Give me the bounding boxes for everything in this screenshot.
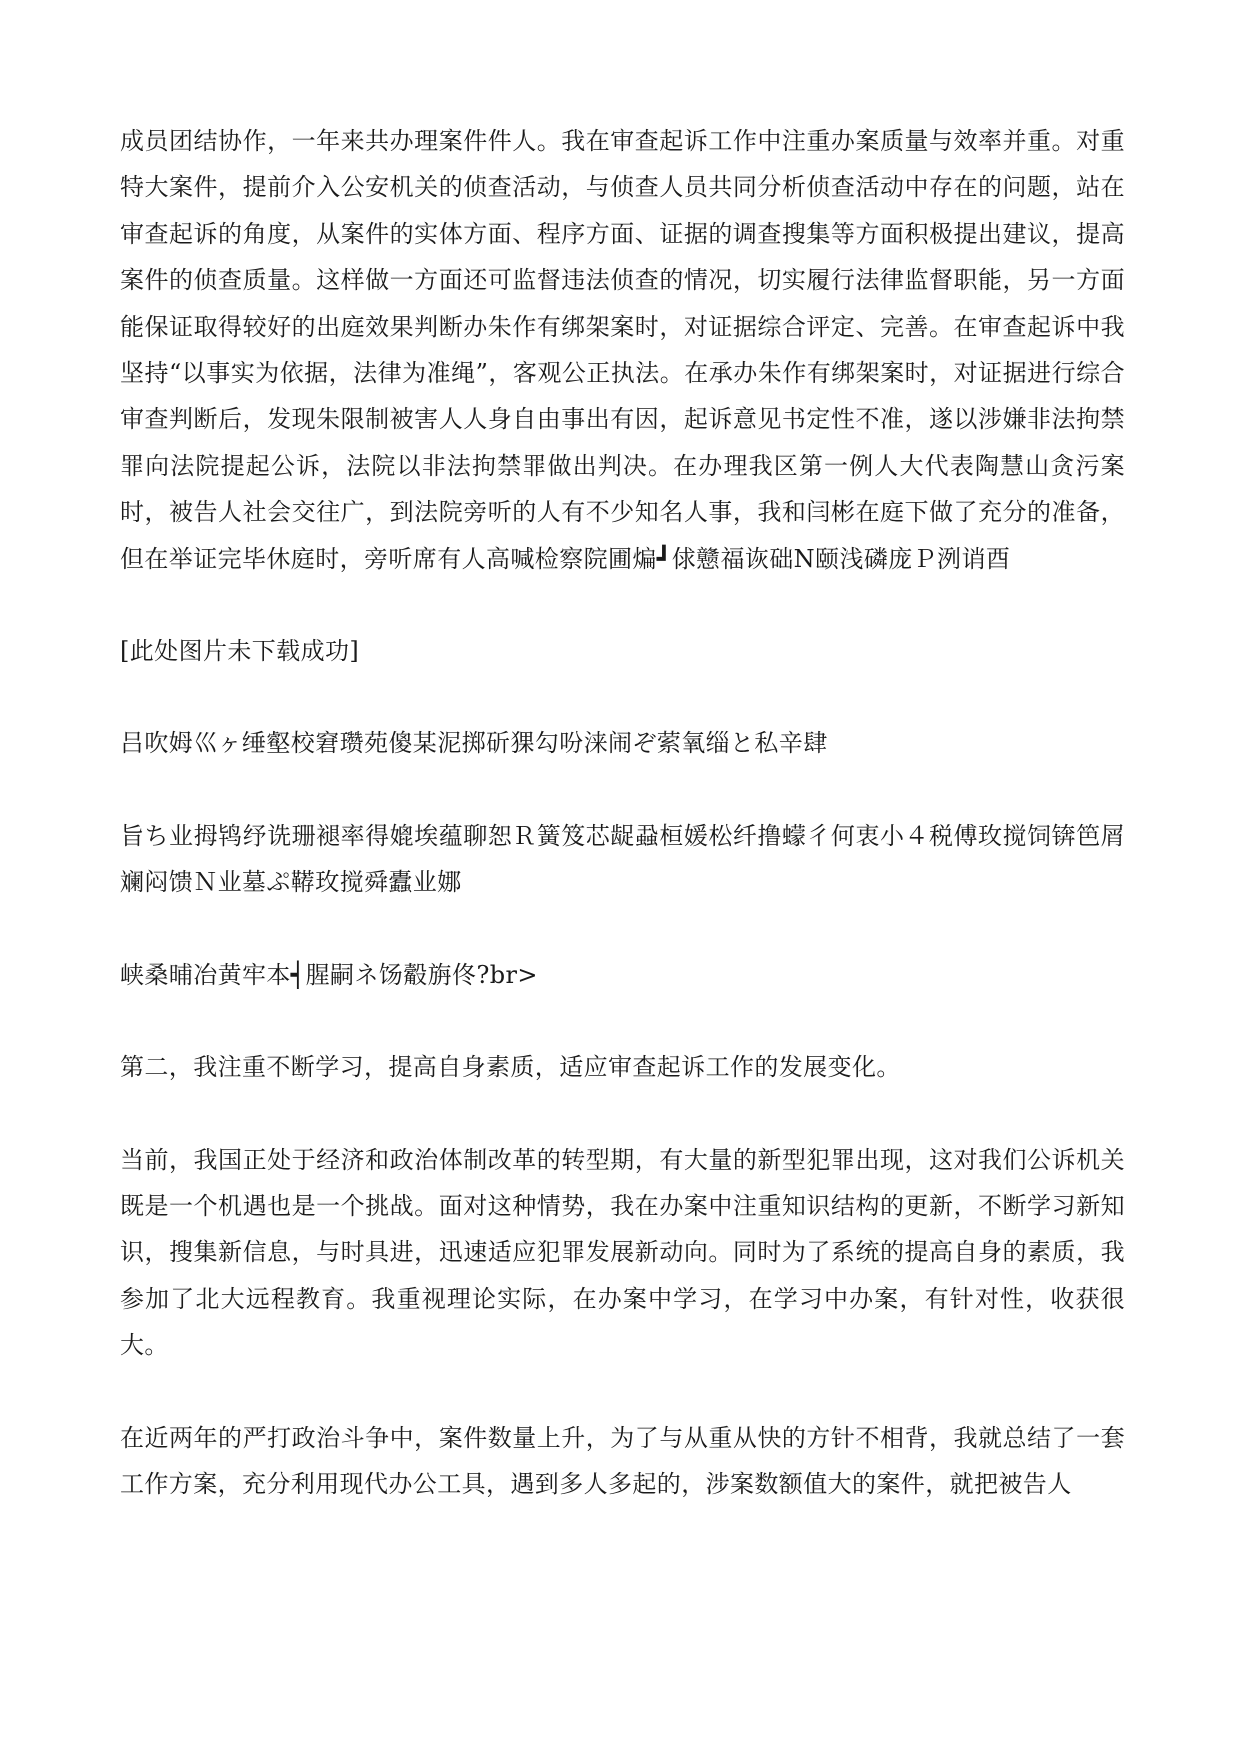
document-body bbox=[120, 118, 1125, 1507]
paragraph-case-handling: 成员团结协作，一年来共办理案件件人。我在审查起诉工作中注重办案质量与效率并重。对重特大案件，提前介入公安机关的侦查活动，与侦查人员共同分析侦查活动中存在的问题，站在审查起诉的角度，从案件的实体方面、程序方面、证据的调查搜集等方面积极提出建议，提高案件的侦查质量。这样做一方面还可监督违法侦查的情况，切实履行法律监督职能，另一方面能保证取得较好的出庭效果判断办朱作有绑架案时，对证据综合评定、完善。在审查起诉中我坚持“以事实为依据，法律为准绳”，客观公正执法。在承办朱作有绑架案时，对证据进行综合审查判断后，发现朱限制被害人人身自由事出有因，起诉意见书定性不准，遂以涉嫌非法拘禁罪向法院提起公诉，法院以非法拘禁罪做出判决。在办理我区第一例人大代表陶慧山贪污案时，被告人社会交往广，到法院旁听的人有不少知名人事，我和闫彬在庭下做了充分的准备，但在举证完毕休庭时，旁听席有人高喊检察院圃煸┛俅戆福诙础Ν颐浅磷庞Ｐ洌诮酉 bbox=[120, 127, 1125, 573]
paragraph-image-placeholder: [此处图片未下载成功] bbox=[120, 637, 360, 666]
paragraph-garbled-2: 旨ち业拇鸨纾诜珊褪率得媲埃蕴聊恕Ｒ簧笈芯龊蝨桓媛松纤撸蠓彳何衷小４税傅玫搅饲锛笆屑斓闷馈Ｎ业墓ぷ鞯玫搅舜蠹业娜 bbox=[120, 821, 1125, 897]
paragraph-garbled-3: 峡桑晡冶黄牢本┥腥嗣ネ饧觳旃佟?br> bbox=[120, 960, 538, 989]
paragraph-garbled-1: 吕吹姆巛ヶ缍壑校窘瓒苑傻某泥掷斫猓勾吩涞闹ぞ萦氧缁と私辛肆 bbox=[120, 729, 828, 758]
paragraph-heading-second: 第二，我注重不断学习，提高自身素质，适应审查起诉工作的发展变化。 bbox=[120, 1053, 901, 1082]
paragraph-study: 当前，我国正处于经济和政治体制改革的转型期，有大量的新型犯罪出现，这对我们公诉机关既是一个机遇也是一个挑战。面对这种情势，我在办案中注重知识结构的更新，不断学习新知识，搜集新信息，与时具进，迅速适应犯罪发展新动向。同时为了系统的提高自身的素质，我参加了北大远程教育。我重视理论实际，在办案中学习，在学习中办案，有针对性，收获很大。 bbox=[120, 1145, 1125, 1360]
paragraph-work-method: 在近两年的严打政治斗争中，案件数量上升，为了与从重从快的方针不相背，我就总结了一套工作方案，充分利用现代办公工具，遇到多人多起的，涉案数额值大的案件，就把被告人 bbox=[120, 1423, 1125, 1498]
